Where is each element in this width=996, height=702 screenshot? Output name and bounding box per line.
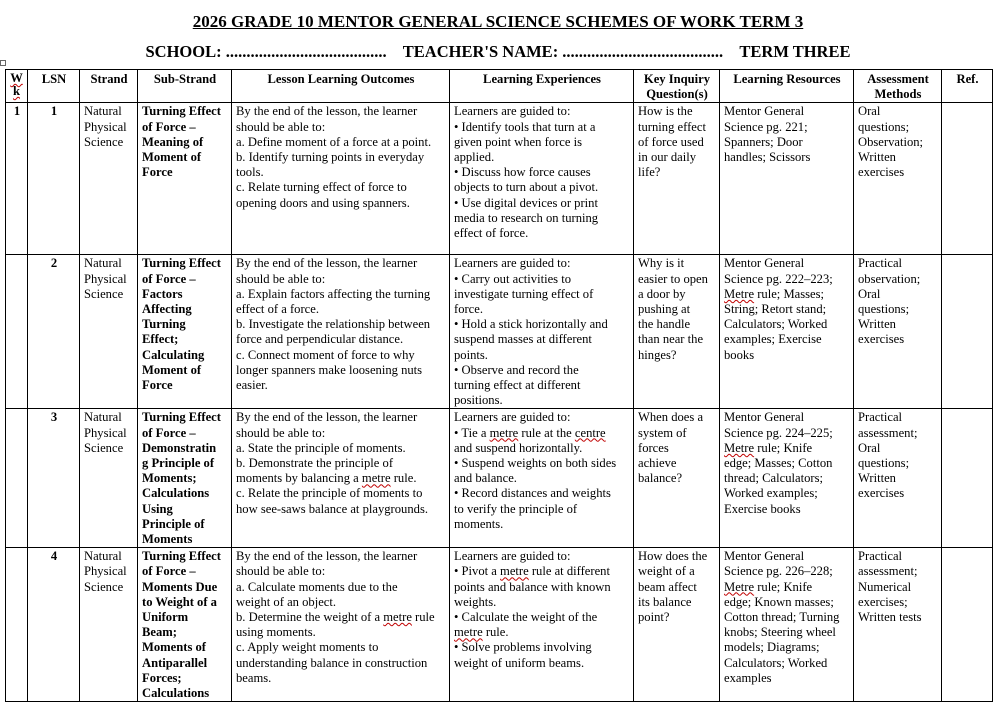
key-inquiry-cell-line: forces xyxy=(638,440,669,455)
outcomes-cell-line: c. Relate the principle of moments to xyxy=(236,486,423,501)
outcomes-cell-line: a. Define moment of a force at a point. xyxy=(236,134,432,149)
key-inquiry-cell-line: easier to open xyxy=(638,271,708,286)
outcomes-cell-line: tools. xyxy=(236,165,264,180)
experiences-cell-line: suspend masses at different xyxy=(454,332,592,347)
outcomes-cell-line: a. State the principle of moments. xyxy=(236,440,406,455)
assessment-cell-line: exercises xyxy=(858,165,905,180)
lesson-number-cell: 2 xyxy=(28,255,80,409)
sub-strand-cell-line: of Force – xyxy=(142,119,196,134)
col-header-wk xyxy=(6,70,28,103)
sub-strand-cell-line: Calculations xyxy=(142,686,210,701)
sub-strand-cell xyxy=(138,103,232,255)
resources-cell-line: Metre rule; Knife xyxy=(724,440,813,455)
spellcheck-underline: metre xyxy=(489,425,519,440)
key-inquiry-cell-line: balance? xyxy=(638,471,683,486)
strand-cell-line: Science xyxy=(84,440,124,455)
outcomes-cell-line: should be able to: xyxy=(236,564,326,579)
resources-cell-line: models; Diagrams; xyxy=(724,640,820,655)
resources-cell-line: Worked examples; xyxy=(724,486,818,501)
key-inquiry-cell-line: Why is it xyxy=(638,256,685,271)
document-title-text: 2026 GRADE 10 MENTOR GENERAL SCIENCE SCHEMES OF WORK TERM 3 xyxy=(192,12,804,31)
assessment-cell-line: assessment; xyxy=(858,425,918,440)
strand-cell-line: Natural xyxy=(84,410,122,425)
outcomes-cell-line: b. Demonstrate the principle of xyxy=(236,456,394,471)
experiences-cell-line: Learners are guided to: xyxy=(454,549,571,564)
assessment-cell-line: Numerical xyxy=(858,579,912,594)
ref-cell xyxy=(942,548,993,702)
assessment-cell-line: exercises xyxy=(858,332,905,347)
sub-strand-cell-line: of Force – xyxy=(142,564,196,579)
outcomes-cell-line: easier. xyxy=(236,378,268,393)
col-header-resources: Learning Resources xyxy=(720,70,854,103)
experiences-cell-line: Learners are guided to: xyxy=(454,410,571,425)
col-header-outcomes: Lesson Learning Outcomes xyxy=(232,70,450,103)
sub-strand-cell-line: to Weight of a xyxy=(142,594,217,609)
sub-strand-cell-line: Turning Effect xyxy=(142,104,221,119)
experiences-cell xyxy=(450,409,634,548)
key-inquiry-cell-line: When does a xyxy=(638,410,704,425)
outcomes-cell-line: By the end of the lesson, the learner xyxy=(236,256,418,271)
outcomes-cell xyxy=(232,409,450,548)
key-inquiry-cell-line: than near the xyxy=(638,332,704,347)
col-header-lsn: LSN xyxy=(28,70,80,103)
sub-strand-cell-line: Turning Effect xyxy=(142,549,221,564)
experiences-cell-line: weights. xyxy=(454,594,497,609)
sub-strand-cell-line: Force xyxy=(142,165,173,180)
key-inquiry-cell-line: hinges? xyxy=(638,347,677,362)
outcomes-cell-line: opening doors and using spanners. xyxy=(236,195,410,210)
sub-strand-cell-line: Turning xyxy=(142,317,186,332)
resources-cell xyxy=(720,548,854,702)
spellcheck-underline: metre xyxy=(500,564,529,579)
key-inquiry-cell-line: beam affect xyxy=(638,579,697,594)
col-header-ref: Ref. xyxy=(942,70,993,103)
outcomes-cell-line: force and perpendicular distance. xyxy=(236,332,404,347)
key-inquiry-cell-line: point? xyxy=(638,610,670,625)
sub-strand-cell xyxy=(138,548,232,702)
experiences-cell-line: given point when force is xyxy=(454,134,583,149)
experiences-cell-line: metre rule. xyxy=(454,625,509,640)
sub-strand-cell-line: Effect; xyxy=(142,332,179,347)
experiences-cell-line: • Suspend weights on both sides xyxy=(454,456,617,471)
outcomes-cell-line: a. Calculate moments due to the xyxy=(236,579,398,594)
experiences-cell-line: investigate turning effect of xyxy=(454,286,594,301)
spellcheck-underline: Metre xyxy=(724,286,755,301)
sub-strand-cell-line: Beam; xyxy=(142,625,177,640)
strand-cell-line: Physical xyxy=(84,425,127,440)
experiences-cell-line: • Hold a stick horizontally and xyxy=(454,317,608,332)
assessment-cell-line: Practical xyxy=(858,549,903,564)
resources-cell-line: books xyxy=(724,347,755,362)
assessment-cell-line: Practical xyxy=(858,410,903,425)
key-inquiry-cell-line: a door by xyxy=(638,286,686,301)
outcomes-cell-line: b. Investigate the relationship between xyxy=(236,317,431,332)
strand-cell-line: Physical xyxy=(84,564,127,579)
resources-cell-line: examples; Exercise xyxy=(724,332,822,347)
strand-cell-line: Physical xyxy=(84,271,127,286)
sub-strand-cell-line: Principle of xyxy=(142,516,205,531)
week-cell xyxy=(6,548,28,702)
key-inquiry-cell-line: of force used xyxy=(638,134,704,149)
outcomes-cell-line: b. Determine the weight of a metre rule xyxy=(236,610,435,625)
sub-strand-cell-line: Force xyxy=(142,378,173,393)
table-row xyxy=(6,103,993,255)
spellcheck-underline: metre xyxy=(454,625,483,640)
strand-cell xyxy=(80,409,138,548)
key-inquiry-cell-line: achieve xyxy=(638,456,677,471)
experiences-cell-line: • Observe and record the xyxy=(454,362,579,377)
resources-cell xyxy=(720,255,854,409)
col-header-assess-line: Assessment xyxy=(867,72,929,86)
assessment-cell-line: questions; xyxy=(858,302,910,317)
sub-strand-cell-line: Forces; xyxy=(142,670,182,685)
strand-cell xyxy=(80,103,138,255)
sub-strand-cell-line: Uniform xyxy=(142,610,189,625)
key-inquiry-cell-line: How does the xyxy=(638,549,708,564)
sub-strand-cell-line: Turning Effect xyxy=(142,256,221,271)
resources-cell-line: Calculators; Worked xyxy=(724,655,828,670)
resources-cell-line: edge; Known masses; xyxy=(724,594,834,609)
week-cell xyxy=(6,255,28,409)
col-header-wk-line: k xyxy=(12,84,20,98)
assessment-cell-line: exercises; xyxy=(858,594,908,609)
experiences-cell-line: points and balance with known xyxy=(454,579,611,594)
outcomes-cell-line: By the end of the lesson, the learner xyxy=(236,410,418,425)
assessment-cell-line: Oral xyxy=(858,440,881,455)
key-inquiry-cell-line: pushing at xyxy=(638,302,691,317)
outcomes-cell-line: a. Explain factors affecting the turning xyxy=(236,286,431,301)
sub-strand-cell-line: Factors xyxy=(142,286,183,301)
col-header-strand: Strand xyxy=(80,70,138,103)
outcomes-cell-line: beams. xyxy=(236,670,272,685)
assessment-cell-line: Written tests xyxy=(858,610,922,625)
sub-strand-cell xyxy=(138,409,232,548)
key-inquiry-cell-line: in our daily xyxy=(638,150,697,165)
col-header-kiq-line: Key Inquiry xyxy=(643,72,711,86)
resources-cell-line: thread; Calculators; xyxy=(724,471,823,486)
resources-cell-line: Cotton thread; Turning xyxy=(724,610,840,625)
ref-cell xyxy=(942,255,993,409)
resources-cell-line: Mentor General xyxy=(724,104,805,119)
experiences-cell xyxy=(450,255,634,409)
experiences-cell-line: weight of uniform beams. xyxy=(454,655,585,670)
strand-cell xyxy=(80,255,138,409)
resources-cell-line: Mentor General xyxy=(724,410,805,425)
school-teacher-term-line: SCHOOL: ....................................... TEACHER'S NAME: ....................................... TERM THREE xyxy=(145,42,851,61)
table-row xyxy=(6,548,993,702)
document-title xyxy=(0,11,996,33)
outcomes-cell-line: should be able to: xyxy=(236,425,326,440)
assessment-cell-line: Oral xyxy=(858,104,881,119)
key-inquiry-cell-line: How is the xyxy=(638,104,693,119)
strand-cell xyxy=(80,548,138,702)
experiences-cell-line: force. xyxy=(454,302,484,317)
experiences-cell-line: • Solve problems involving xyxy=(454,640,592,655)
ref-cell xyxy=(942,409,993,548)
assessment-cell-line: Written xyxy=(858,150,896,165)
key-inquiry-cell xyxy=(634,255,720,409)
spellcheck-underline: Metre xyxy=(724,579,755,594)
spellcheck-underline: metre xyxy=(383,610,412,625)
col-header-kiq-line: Question(s) xyxy=(646,87,708,102)
strand-cell-line: Science xyxy=(84,134,124,149)
experiences-cell-line: moments. xyxy=(454,516,504,531)
resources-cell-line: handles; Scissors xyxy=(724,150,811,165)
experiences-cell-line: • Carry out activities to xyxy=(454,271,572,286)
assessment-cell-line: assessment; xyxy=(858,564,918,579)
assessment-cell-line: Oral xyxy=(858,286,881,301)
week-cell: 1 xyxy=(6,103,28,255)
experiences-cell-line: applied. xyxy=(454,150,495,165)
assessment-cell xyxy=(854,103,942,255)
sub-strand-cell-line: Moment of xyxy=(142,150,202,165)
sub-strand-cell-line: Using xyxy=(142,501,173,516)
sub-strand-cell-line: of Force – xyxy=(142,271,196,286)
col-header-assessment xyxy=(854,70,942,103)
spellcheck-underline: metre xyxy=(361,471,391,486)
resources-cell-line: edge; Masses; Cotton xyxy=(724,456,833,471)
assessment-cell xyxy=(854,409,942,548)
outcomes-cell-line: should be able to: xyxy=(236,271,326,286)
assessment-cell-line: exercises xyxy=(858,486,905,501)
outcomes-cell-line: should be able to: xyxy=(236,119,326,134)
col-header-sub-strand: Sub-Strand xyxy=(138,70,232,103)
strand-cell-line: Natural xyxy=(84,549,122,564)
experiences-cell-line: and balance. xyxy=(454,471,517,486)
sub-strand-cell-line: Moments xyxy=(142,532,193,547)
table-body xyxy=(6,103,993,702)
key-inquiry-cell-line: weight of a xyxy=(638,564,695,579)
lesson-number-cell: 3 xyxy=(28,409,80,548)
strand-cell-line: Science xyxy=(84,286,124,301)
sub-strand-cell-line: Moments Due xyxy=(142,579,218,594)
table-header-row xyxy=(6,70,993,103)
sub-strand-cell xyxy=(138,255,232,409)
outcomes-cell xyxy=(232,548,450,702)
key-inquiry-cell xyxy=(634,548,720,702)
strand-cell-line: Natural xyxy=(84,256,122,271)
resources-cell xyxy=(720,409,854,548)
assessment-cell xyxy=(854,548,942,702)
key-inquiry-cell xyxy=(634,409,720,548)
resources-cell-line: Science pg. 226–228; xyxy=(724,564,833,579)
experiences-cell-line: media to research on turning xyxy=(454,210,599,225)
resources-cell-line: Science pg. 224–225; xyxy=(724,425,833,440)
experiences-cell-line: • Discuss how force causes xyxy=(454,165,591,180)
sub-strand-cell-line: Meaning of xyxy=(142,134,204,149)
strand-cell-line: Natural xyxy=(84,104,122,119)
sub-strand-cell-line: Calculating xyxy=(142,347,205,362)
assessment-cell-line: observation; xyxy=(858,271,921,286)
spellcheck-underline: centre xyxy=(574,425,606,440)
key-inquiry-cell-line: its balance xyxy=(638,594,692,609)
experiences-cell-line: • Calculate the weight of the xyxy=(454,610,598,625)
outcomes-cell-line: using moments. xyxy=(236,625,316,640)
assessment-cell-line: Written xyxy=(858,317,896,332)
sub-strand-cell-line: Moment of xyxy=(142,362,202,377)
outcomes-cell-line: longer spanners make loosening nuts xyxy=(236,362,423,377)
table-row xyxy=(6,409,993,548)
key-inquiry-cell-line: the handle xyxy=(638,317,691,332)
outcomes-cell-line: c. Apply weight moments to xyxy=(236,640,379,655)
table-row xyxy=(6,255,993,409)
key-inquiry-cell-line: system of xyxy=(638,425,687,440)
resources-cell-line: Science pg. 221; xyxy=(724,119,808,134)
outcomes-cell-line: weight of an object. xyxy=(236,594,337,609)
experiences-cell-line: • Tie a metre rule at the centre xyxy=(454,425,606,440)
lesson-number-cell: 4 xyxy=(28,548,80,702)
experiences-cell-line: to verify the principle of xyxy=(454,501,578,516)
experiences-cell-line: • Record distances and weights xyxy=(454,486,611,501)
assessment-cell-line: questions; xyxy=(858,456,910,471)
outcomes-cell-line: b. Identify turning points in everyday xyxy=(236,150,425,165)
outcomes-cell-line: c. Relate turning effect of force to xyxy=(236,180,407,195)
assessment-cell-line: questions; xyxy=(858,119,910,134)
outcomes-cell-line: effect of a force. xyxy=(236,302,319,317)
assessment-cell-line: Written xyxy=(858,471,896,486)
outcomes-cell-line: By the end of the lesson, the learner xyxy=(236,104,418,119)
table-move-handle[interactable] xyxy=(0,60,6,66)
outcomes-cell xyxy=(232,255,450,409)
assessment-cell-line: Practical xyxy=(858,256,903,271)
lesson-number-cell: 1 xyxy=(28,103,80,255)
experiences-cell-line: • Identify tools that turn at a xyxy=(454,119,596,134)
outcomes-cell-line: By the end of the lesson, the learner xyxy=(236,549,418,564)
outcomes-cell-line: how see-saws balance at playgrounds. xyxy=(236,501,428,516)
col-header-wk-line: W xyxy=(10,71,23,85)
experiences-cell xyxy=(450,548,634,702)
experiences-cell-line: positions. xyxy=(454,393,503,408)
outcomes-cell-line: moments by balancing a metre rule. xyxy=(236,471,417,486)
sub-strand-cell-line: of Force – xyxy=(142,425,196,440)
resources-cell-line: Science pg. 222–223; xyxy=(724,271,833,286)
outcomes-cell xyxy=(232,103,450,255)
week-cell xyxy=(6,409,28,548)
experiences-cell-line: points. xyxy=(454,347,488,362)
sub-strand-cell-line: Turning Effect xyxy=(142,410,221,425)
experiences-cell-line: turning effect at different xyxy=(454,378,581,393)
resources-cell-line: Mentor General xyxy=(724,256,805,271)
resources-cell-line: Metre rule; Masses; xyxy=(724,286,825,301)
key-inquiry-cell xyxy=(634,103,720,255)
experiences-cell-line: and suspend horizontally. xyxy=(454,440,583,455)
experiences-cell-line: • Pivot a metre rule at different xyxy=(454,564,610,579)
experiences-cell xyxy=(450,103,634,255)
col-header-experiences: Learning Experiences xyxy=(450,70,634,103)
resources-cell-line: Spanners; Door xyxy=(724,134,803,149)
resources-cell-line: Mentor General xyxy=(724,549,805,564)
resources-cell-line: Calculators; Worked xyxy=(724,317,828,332)
resources-cell-line: examples xyxy=(724,670,772,685)
sub-strand-cell-line: Moments of xyxy=(142,640,207,655)
key-inquiry-cell-line: life? xyxy=(638,165,661,180)
sub-strand-cell-line: Antiparallel xyxy=(142,655,208,670)
sub-strand-cell-line: Affecting xyxy=(142,302,192,317)
sub-strand-cell-line: g Principle of xyxy=(142,456,215,471)
sub-strand-cell-line: Calculations xyxy=(142,486,210,501)
assessment-cell xyxy=(854,255,942,409)
experiences-cell-line: Learners are guided to: xyxy=(454,104,571,119)
key-inquiry-cell-line: turning effect xyxy=(638,119,706,134)
col-header-assess-line: Methods xyxy=(874,87,922,102)
experiences-cell-line: Learners are guided to: xyxy=(454,256,571,271)
sub-strand-cell-line: Demonstratin xyxy=(142,440,217,455)
strand-cell-line: Physical xyxy=(84,119,127,134)
spellcheck-underline: Metre xyxy=(724,440,755,455)
outcomes-cell-line: c. Connect moment of force to why xyxy=(236,347,415,362)
resources-cell-line: Exercise books xyxy=(724,501,801,516)
resources-cell-line: String; Retort stand; xyxy=(724,302,827,317)
outcomes-cell-line: understanding balance in construction xyxy=(236,655,428,670)
resources-cell-line: Metre rule; Knife xyxy=(724,579,813,594)
experiences-cell-line: • Use digital devices or print xyxy=(454,195,598,210)
sub-strand-cell-line: Moments; xyxy=(142,471,197,486)
assessment-cell-line: Observation; xyxy=(858,134,924,149)
resources-cell-line: knobs; Steering wheel xyxy=(724,625,836,640)
experiences-cell-line: objects to turn about a pivot. xyxy=(454,180,599,195)
experiences-cell-line: effect of force. xyxy=(454,226,529,241)
scheme-of-work-table xyxy=(5,69,993,702)
strand-cell-line: Science xyxy=(84,579,124,594)
col-header-key-inquiry xyxy=(634,70,720,103)
resources-cell xyxy=(720,103,854,255)
ref-cell xyxy=(942,103,993,255)
